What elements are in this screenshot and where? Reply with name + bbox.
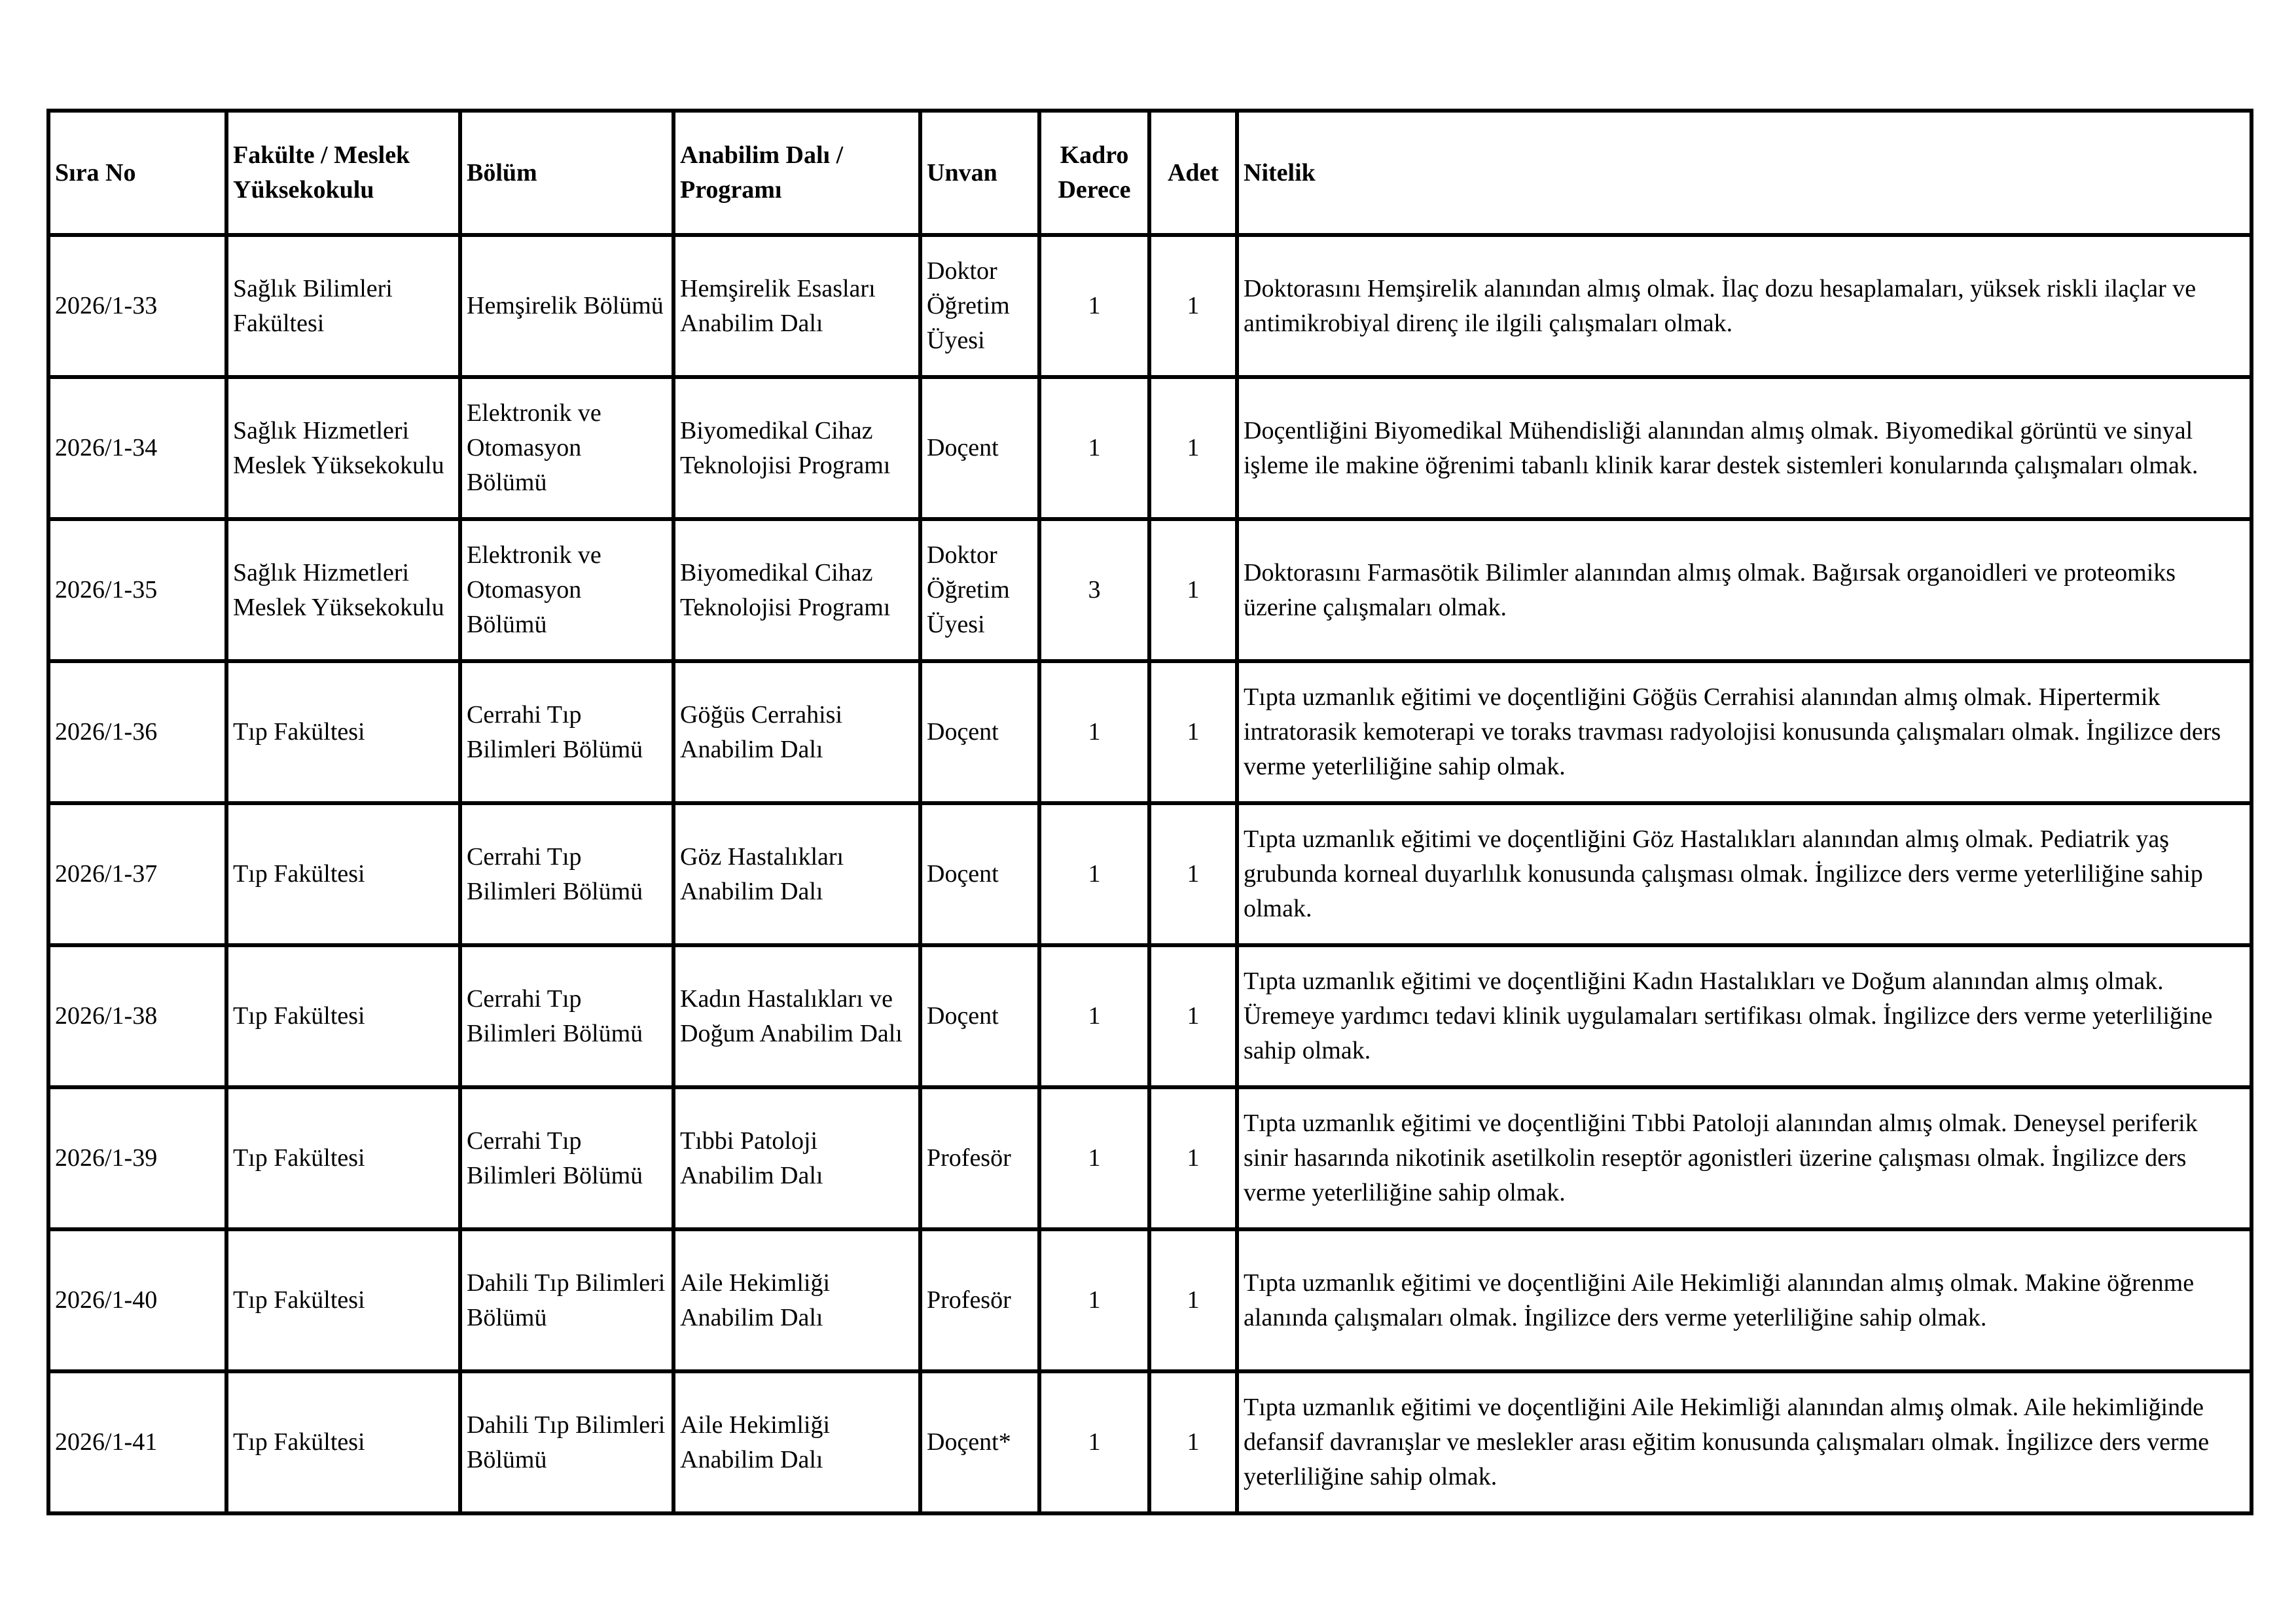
table-header-row: [48, 111, 2251, 235]
cell-bolum: Cerrahi Tıp Bilimleri Bölümü: [460, 1087, 673, 1229]
cell-fakulte: Tıp Fakültesi: [226, 1371, 460, 1513]
cell-unvan: Profesör: [920, 1229, 1039, 1371]
cell-nitelik: Tıpta uzmanlık eğitimi ve doçentliğini Göğüs Cerrahisi alanından almış olmak. Hipertermik intratorasik kemoterapi ve toraks travması radyolojisi konusunda çalışmaları olmak. İngilizce ders verme yeterliliğine sahip olmak.: [1237, 661, 2251, 803]
cell-kadro-derece: 1: [1039, 1371, 1149, 1513]
cell-kadro-derece: 1: [1039, 1229, 1149, 1371]
cell-adet: 1: [1149, 1229, 1237, 1371]
cell-fakulte: Tıp Fakültesi: [226, 1229, 460, 1371]
cell-anabilim: Biyomedikal Cihaz Teknolojisi Programı: [673, 519, 920, 661]
cell-bolum: Cerrahi Tıp Bilimleri Bölümü: [460, 803, 673, 945]
cell-sira-no: 2026/1-37: [48, 803, 226, 945]
cell-fakulte: Tıp Fakültesi: [226, 803, 460, 945]
cell-anabilim: Aile Hekimliği Anabilim Dalı: [673, 1371, 920, 1513]
table-row: [48, 519, 2251, 661]
cell-bolum: Hemşirelik Bölümü: [460, 235, 673, 377]
header-kadro-derece: Kadro Derece: [1039, 111, 1149, 235]
cell-kadro-derece: 1: [1039, 377, 1149, 519]
cell-sira-no: 2026/1-38: [48, 945, 226, 1087]
cell-adet: 1: [1149, 661, 1237, 803]
cell-anabilim: Biyomedikal Cihaz Teknolojisi Programı: [673, 377, 920, 519]
header-unvan: Unvan: [920, 111, 1039, 235]
table-row: [48, 803, 2251, 945]
table-row: [48, 1371, 2251, 1513]
cell-unvan: Doçent: [920, 661, 1039, 803]
cell-fakulte: Tıp Fakültesi: [226, 661, 460, 803]
table-row: [48, 377, 2251, 519]
cell-bolum: Elektronik ve Otomasyon Bölümü: [460, 377, 673, 519]
cell-bolum: Cerrahi Tıp Bilimleri Bölümü: [460, 945, 673, 1087]
cell-fakulte: Sağlık Bilimleri Fakültesi: [226, 235, 460, 377]
cell-unvan: Doçent*: [920, 1371, 1039, 1513]
cell-nitelik: Tıpta uzmanlık eğitimi ve doçentliğini Aile Hekimliği alanından almış olmak. Makine öğrenme alanında çalışmaları olmak. İngilizce ders verme yeterliliğine sahip olmak.: [1237, 1229, 2251, 1371]
cell-nitelik: Doktorasını Hemşirelik alanından almış olmak. İlaç dozu hesaplamaları, yüksek riskli ilaçlar ve antimikrobiyal direnç ile ilgili çalışmaları olmak.: [1237, 235, 2251, 377]
cell-adet: 1: [1149, 235, 1237, 377]
cell-anabilim: Göz Hastalıkları Anabilim Dalı: [673, 803, 920, 945]
cell-unvan: Doçent: [920, 377, 1039, 519]
cell-sira-no: 2026/1-36: [48, 661, 226, 803]
cell-anabilim: Hemşirelik Esasları Anabilim Dalı: [673, 235, 920, 377]
cell-kadro-derece: 1: [1039, 661, 1149, 803]
cell-sira-no: 2026/1-35: [48, 519, 226, 661]
cell-bolum: Cerrahi Tıp Bilimleri Bölümü: [460, 661, 673, 803]
cell-adet: 1: [1149, 519, 1237, 661]
cell-bolum: Dahili Tıp Bilimleri Bölümü: [460, 1229, 673, 1371]
table-row: [48, 1229, 2251, 1371]
cell-sira-no: 2026/1-33: [48, 235, 226, 377]
cell-unvan: Doçent: [920, 803, 1039, 945]
cell-sira-no: 2026/1-40: [48, 1229, 226, 1371]
header-bolum: Bölüm: [460, 111, 673, 235]
cell-adet: 1: [1149, 1087, 1237, 1229]
cell-fakulte: Tıp Fakültesi: [226, 945, 460, 1087]
cell-nitelik: Doçentliğini Biyomedikal Mühendisliği alanından almış olmak. Biyomedikal görüntü ve sinyal işleme ile makine öğrenimi tabanlı klinik karar destek sistemleri konularında çalışmaları olmak.: [1237, 377, 2251, 519]
cell-nitelik: Tıpta uzmanlık eğitimi ve doçentliğini Tıbbi Patoloji alanından almış olmak. Deneysel periferik sinir hasarında nikotinik asetilkolin reseptör agonistleri üzerine çalışması olmak. İngilizce ders verme yeterliliğine sahip olmak.: [1237, 1087, 2251, 1229]
header-nitelik: Nitelik: [1237, 111, 2251, 235]
cell-anabilim: Aile Hekimliği Anabilim Dalı: [673, 1229, 920, 1371]
cell-nitelik: Tıpta uzmanlık eğitimi ve doçentliğini Göz Hastalıkları alanından almış olmak. Pediatrik yaş grubunda korneal duyarlılık konusunda çalışması olmak. İngilizce ders verme yeterliliğine sahip olmak.: [1237, 803, 2251, 945]
cell-kadro-derece: 1: [1039, 803, 1149, 945]
cell-anabilim: Göğüs Cerrahisi Anabilim Dalı: [673, 661, 920, 803]
cell-fakulte: Sağlık Hizmetleri Meslek Yüksekokulu: [226, 519, 460, 661]
cell-nitelik: Tıpta uzmanlık eğitimi ve doçentliğini Aile Hekimliği alanından almış olmak. Aile hekimliğinde defansif davranışlar ve meslekler arası eğitim konusunda çalışmaları olmak. İngilizce ders verme yeterliliğine sahip olmak.: [1237, 1371, 2251, 1513]
table-row: [48, 1087, 2251, 1229]
header-anabilim: Anabilim Dalı / Programı: [673, 111, 920, 235]
cell-fakulte: Sağlık Hizmetleri Meslek Yüksekokulu: [226, 377, 460, 519]
cell-adet: 1: [1149, 1371, 1237, 1513]
cell-unvan: Doçent: [920, 945, 1039, 1087]
cell-unvan: Profesör: [920, 1087, 1039, 1229]
table-row: [48, 235, 2251, 377]
cell-sira-no: 2026/1-39: [48, 1087, 226, 1229]
cell-sira-no: 2026/1-41: [48, 1371, 226, 1513]
cell-bolum: Dahili Tıp Bilimleri Bölümü: [460, 1371, 673, 1513]
cell-kadro-derece: 1: [1039, 1087, 1149, 1229]
header-fakulte: Fakülte / Meslek Yüksekokulu: [226, 111, 460, 235]
table-row: [48, 661, 2251, 803]
cell-adet: 1: [1149, 803, 1237, 945]
cell-kadro-derece: 3: [1039, 519, 1149, 661]
table-row: [48, 945, 2251, 1087]
staff-positions-table: [46, 109, 2253, 1515]
cell-adet: 1: [1149, 945, 1237, 1087]
cell-kadro-derece: 1: [1039, 235, 1149, 377]
cell-bolum: Elektronik ve Otomasyon Bölümü: [460, 519, 673, 661]
header-adet: Adet: [1149, 111, 1237, 235]
cell-kadro-derece: 1: [1039, 945, 1149, 1087]
cell-anabilim: Tıbbi Patoloji Anabilim Dalı: [673, 1087, 920, 1229]
cell-unvan: Doktor Öğretim Üyesi: [920, 235, 1039, 377]
cell-nitelik: Doktorasını Farmasötik Bilimler alanından almış olmak. Bağırsak organoidleri ve proteomiks üzerine çalışmaları olmak.: [1237, 519, 2251, 661]
cell-nitelik: Tıpta uzmanlık eğitimi ve doçentliğini Kadın Hastalıkları ve Doğum alanından almış olmak. Üremeye yardımcı tedavi klinik uygulamaları sertifikası olmak. İngilizce ders verme yeterliliğine sahip olmak.: [1237, 945, 2251, 1087]
cell-adet: 1: [1149, 377, 1237, 519]
header-sira-no: Sıra No: [48, 111, 226, 235]
cell-anabilim: Kadın Hastalıkları ve Doğum Anabilim Dalı: [673, 945, 920, 1087]
cell-sira-no: 2026/1-34: [48, 377, 226, 519]
cell-unvan: Doktor Öğretim Üyesi: [920, 519, 1039, 661]
cell-fakulte: Tıp Fakültesi: [226, 1087, 460, 1229]
